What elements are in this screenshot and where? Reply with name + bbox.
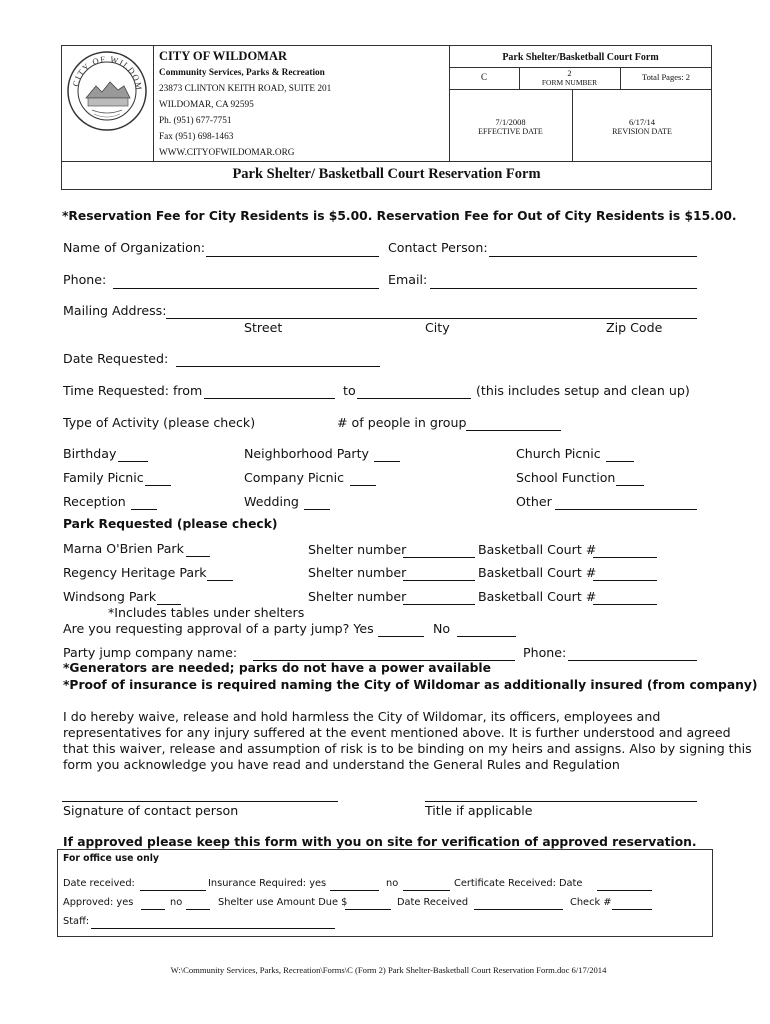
party-jump-no-field[interactable] bbox=[457, 636, 516, 637]
mailing-address-label: Mailing Address: bbox=[63, 303, 167, 318]
phone-field[interactable] bbox=[113, 288, 379, 289]
contact-person-label: Contact Person: bbox=[388, 240, 488, 255]
address-line-2: WILDOMAR, CA 92595 bbox=[159, 100, 254, 110]
office-approved-label: Approved: yes bbox=[63, 897, 134, 908]
city-seal-logo bbox=[66, 50, 148, 132]
office-check-field[interactable] bbox=[612, 909, 652, 910]
office-approved-yes-field[interactable] bbox=[141, 909, 165, 910]
activity-wedding-check[interactable] bbox=[304, 509, 330, 510]
party-jump-question: Are you requesting approval of a party jump? Yes bbox=[63, 621, 374, 636]
waiver-line-3: that this waiver, release and assumption of risk is to be binding on my heirs and assigns. Also by signing this bbox=[63, 741, 752, 756]
email-field[interactable] bbox=[430, 288, 697, 289]
office-insurance-yes-field[interactable] bbox=[330, 890, 379, 891]
jump-phone-field[interactable] bbox=[568, 660, 697, 661]
court-number-field-3[interactable] bbox=[593, 604, 657, 605]
waiver-line-1: I do hereby waive, release and hold harmless the City of Wildomar, its officers, employees and bbox=[63, 709, 661, 724]
website-text: WWW.CITYOFWILDOMAR.ORG bbox=[159, 148, 295, 158]
title-label: Title if applicable bbox=[425, 803, 533, 818]
time-to-label: to bbox=[343, 383, 356, 398]
shelter-number-field-1[interactable] bbox=[403, 557, 475, 558]
activity-neighborhood-label: Neighborhood Party bbox=[244, 446, 370, 461]
email-label: Email: bbox=[388, 272, 428, 287]
activity-school-check[interactable] bbox=[616, 485, 644, 486]
signature-label: Signature of contact person bbox=[63, 803, 239, 818]
court-label-2: Basketball Court # bbox=[478, 565, 597, 580]
fee-note: *Reservation Fee for City Residents is $5.00. Reservation Fee for Out of City Residents is $15.00. bbox=[62, 209, 737, 223]
office-insurance-no-label: no bbox=[386, 878, 399, 889]
form-title: Park Shelter/ Basketball Court Reservation Form bbox=[232, 166, 541, 182]
signature-field[interactable] bbox=[62, 801, 338, 802]
header-divider-title bbox=[61, 161, 712, 162]
waiver-line-2: representatives for any injury suffered at the event mentioned above. It is further understood and agreed bbox=[63, 725, 731, 740]
keep-form-note: If approved please keep this form with you on site for verification of approved reservation. bbox=[63, 835, 697, 849]
total-pages: Total Pages: 2 bbox=[641, 72, 691, 82]
park-marna-check[interactable] bbox=[186, 556, 210, 557]
office-staff-label: Staff: bbox=[63, 916, 90, 927]
office-insurance-no-field[interactable] bbox=[403, 890, 450, 891]
activity-birthday-check[interactable] bbox=[118, 461, 148, 462]
office-date-received-label: Date received: bbox=[63, 878, 135, 889]
office-certificate-date-field[interactable] bbox=[597, 890, 652, 891]
title-field[interactable] bbox=[425, 801, 697, 802]
activity-company-check[interactable] bbox=[350, 485, 376, 486]
activity-other-field[interactable] bbox=[555, 509, 697, 510]
jump-company-label: Party jump company name: bbox=[63, 645, 238, 660]
people-count-field[interactable] bbox=[466, 430, 561, 431]
organization-field[interactable] bbox=[206, 256, 379, 257]
activity-company-label: Company Picnic bbox=[244, 470, 345, 485]
footer-file-path: W:\Community Services, Parks, Recreation\Forms\C (Form 2) Park Shelter-Basketball Court Reservation Form.doc 6/17/2014 bbox=[170, 965, 607, 975]
office-approved-no-label: no bbox=[170, 897, 183, 908]
office-approved-no-field[interactable] bbox=[186, 909, 210, 910]
office-insurance-label: Insurance Required: yes bbox=[208, 878, 327, 889]
city-caption: City bbox=[425, 320, 450, 335]
shelter-number-field-3[interactable] bbox=[403, 604, 475, 605]
city-name: CITY OF WILDOMAR bbox=[159, 49, 288, 63]
street-caption: Street bbox=[244, 320, 283, 335]
activity-family-label: Family Picnic bbox=[63, 470, 144, 485]
party-jump-yes-field[interactable] bbox=[378, 636, 424, 637]
time-requested-label: Time Requested: from bbox=[63, 383, 203, 398]
time-to-field[interactable] bbox=[357, 398, 471, 399]
date-requested-field[interactable] bbox=[176, 366, 380, 367]
office-date-received-field[interactable] bbox=[140, 890, 206, 891]
activity-church-check[interactable] bbox=[606, 461, 634, 462]
revision-date: 6/17/14 bbox=[629, 117, 655, 127]
people-count-label: # of people in group bbox=[337, 415, 467, 430]
phone-text: Ph. (951) 677-7751 bbox=[159, 116, 232, 126]
form-series: C bbox=[480, 72, 487, 82]
park-name-marna: Marna O'Brien Park bbox=[63, 541, 184, 556]
shelter-label-3: Shelter number bbox=[308, 589, 407, 604]
activity-type-label: Type of Activity (please check) bbox=[63, 415, 256, 430]
office-use-heading: For office use only bbox=[63, 853, 159, 864]
office-shelter-amount-label: Shelter use Amount Due $ bbox=[218, 897, 348, 908]
phone-label: Phone: bbox=[63, 272, 107, 287]
activity-church-label: Church Picnic bbox=[516, 446, 601, 461]
office-certificate-label: Certificate Received: Date bbox=[454, 878, 583, 889]
contact-person-field[interactable] bbox=[489, 256, 697, 257]
park-name-regency: Regency Heritage Park bbox=[63, 565, 207, 580]
court-label-3: Basketball Court # bbox=[478, 589, 597, 604]
shelter-number-field-2[interactable] bbox=[403, 580, 475, 581]
setup-note: (this includes setup and clean up) bbox=[476, 383, 690, 398]
svg-text:CITY OF WILDOMAR: CITY OF WILDOM bbox=[70, 53, 145, 92]
mailing-address-field[interactable] bbox=[166, 318, 697, 319]
date-requested-label: Date Requested: bbox=[63, 351, 169, 366]
tables-note: *Includes tables under shelters bbox=[108, 605, 305, 620]
office-staff-field[interactable] bbox=[91, 928, 335, 929]
address-line-1: 23873 CLINTON KEITH ROAD, SUITE 201 bbox=[159, 84, 332, 94]
effective-date: 7/1/2008 bbox=[495, 117, 526, 127]
office-shelter-amount-field[interactable] bbox=[345, 909, 391, 910]
form-number: 2 bbox=[567, 68, 572, 78]
department-name: Community Services, Parks & Recreation bbox=[159, 68, 325, 78]
office-check-label: Check # bbox=[570, 897, 612, 908]
court-number-field-2[interactable] bbox=[593, 580, 657, 581]
party-jump-no-label: No bbox=[433, 621, 451, 636]
time-from-field[interactable] bbox=[204, 398, 335, 399]
activity-school-label: School Function bbox=[516, 470, 616, 485]
form-number-label: FORM NUMBER bbox=[541, 78, 598, 87]
court-number-field-1[interactable] bbox=[593, 557, 657, 558]
revision-date-label: REVISION DATE bbox=[612, 127, 672, 136]
shelter-label-2: Shelter number bbox=[308, 565, 407, 580]
fax-text: Fax (951) 698-1463 bbox=[159, 132, 234, 142]
office-date-received2-label: Date Received bbox=[397, 897, 469, 908]
park-requested-heading: Park Requested (please check) bbox=[63, 517, 278, 531]
zip-caption: Zip Code bbox=[606, 320, 663, 335]
activity-wedding-label: Wedding bbox=[244, 494, 299, 509]
waiver-line-4: form you acknowledge you have read and understand the General Rules and Regulation bbox=[63, 757, 620, 772]
activity-birthday-label: Birthday bbox=[63, 446, 117, 461]
header-divider-logo bbox=[153, 45, 154, 161]
activity-reception-label: Reception bbox=[63, 494, 126, 509]
jump-phone-label: Phone: bbox=[523, 645, 567, 660]
park-name-windsong: Windsong Park bbox=[63, 589, 157, 604]
form-info-divider-2 bbox=[449, 89, 712, 90]
activity-family-check[interactable] bbox=[145, 485, 171, 486]
activity-neighborhood-check[interactable] bbox=[374, 461, 400, 462]
activity-reception-check[interactable] bbox=[131, 509, 157, 510]
effective-date-label: EFFECTIVE DATE bbox=[478, 127, 543, 136]
activity-other-label: Other bbox=[516, 494, 552, 509]
shelter-label-1: Shelter number bbox=[308, 542, 407, 557]
park-regency-check[interactable] bbox=[207, 580, 233, 581]
form-name: Park Shelter/Basketball Court Form bbox=[502, 52, 659, 63]
insurance-note: *Proof of insurance is required naming the City of Wildomar as additionally insured (from company) bbox=[63, 678, 758, 692]
office-date-received2-field[interactable] bbox=[474, 909, 563, 910]
court-label-1: Basketball Court # bbox=[478, 542, 597, 557]
generator-note: *Generators are needed; parks do not have a power available bbox=[63, 661, 491, 675]
organization-label: Name of Organization: bbox=[63, 240, 206, 255]
